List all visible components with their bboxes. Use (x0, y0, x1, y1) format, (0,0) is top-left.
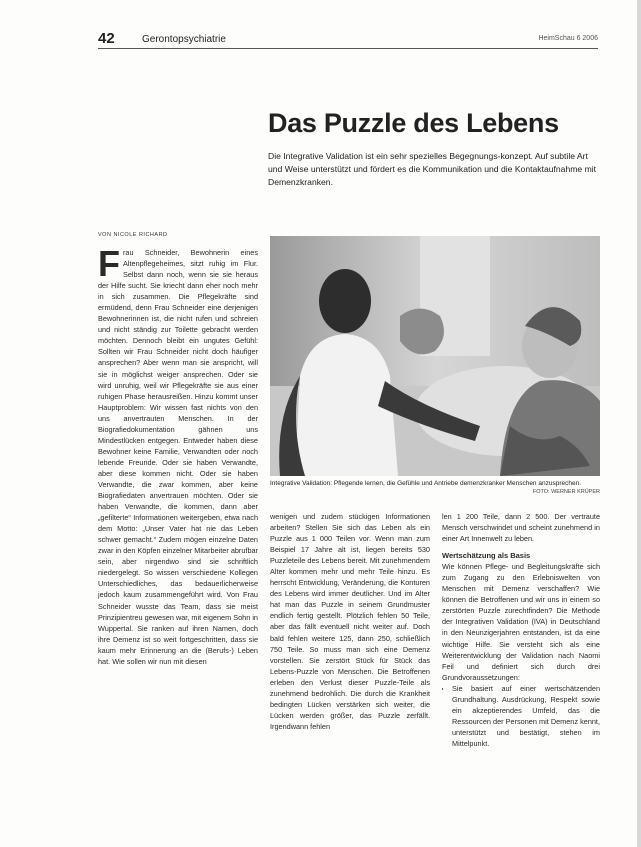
column-1-text: rau Schneider, Bewohnerin eines Altenpflegeheimes, sitzt ruhig im Flur. Selbst dann noch, wenn sie sie heraus der Hilfe sucht. Sie kriecht dann eher noch mehr in sich zusammen. Die Pflegekräfte sind ermüdend, denn Frau Schneider eine derjenigen Bewohnerinnen ist, die nicht rufen und schreien und nicht ständig zur Toilette gebracht werden möchten. Dennoch bleibt ein ungutes Gefühl: Sollten wir Frau Schneider nicht doch häufiger ansprechen? Aber wenn man sie anspricht, will sie in möglichst weiger ansprechen. Oder sie wird unruhig, weil wir Pflegekräfte sie aus einer ruhigen Phase herausreißen. Hinzu kommt unser Hauptproblem: Wir wissen fast nichts von den uns anvertrauten Menschen. In der Biografiedokumentation gähnen uns Mindestlücken entgegen. Entweder haben diese Bewohner keine Familie, Verwandten oder noch lebende Freunde. Oder sie haben Verwandte, aber diese kommen nicht. Oder sie haben Verwandte, die zwar kommen, aber keine Biografiedaten anvertrauen möchten. Oder sie haben Verwandte, die kommen, dann aber „gefilterte“ Informationen weitergeben, etwa nach dem Motto: „Unser Vater hat nie das Leben schwer gemacht.“ Zudem mögen einzelne Daten zwar in den Köpfen einzelner Mitarbeiter abrufbar sein, aber nirgendwo sind sie schriftlich niedergelegt. So wissen verschiedene Kollegen Unterschiedliches, das bedauerlicherweise jedoch kaum zusammengeführt wird. Von Frau Schneider wusste das Team, dass sie meist Prinzipientreu gewesen war, mit eigenem Sohn in Wuppertal. Sie ranken auf ihren Namen, doch ihre Demenz ist so weit fortgeschritten, dass sie kaum mehr Erinnerung an die (Berufs-) Leben hat. Wie sollen wir nun mit diesen (98, 248, 258, 666)
bullet-list (442, 683, 600, 749)
column-3-text-2: Wie können Pflege- und Begleitungskräfte sich zum Zugang zu den Erlebniswelten von Menschen mit Demenz verschaffen? Wie können die Betroffenen und wir uns in einem so zerstörten Puzzle zurechtfinden? Die Methode der Integrativen Validation (IVA) in Deutschland in den Neunzigerjahren entstanden, ist da eine wichtige Hilfe. Sie versteht sich als eine Weiterentwicklung der Validation nach Naomi Feil und definiert sich durch drei Grundvoraussetzungen: (442, 562, 600, 682)
column-3-text: len 1 200 Teile, dann 2 500. Der vertraute Mensch verschwindet und scheint zunehmend in einer Art Innenwelt zu leben. (442, 512, 600, 544)
photo-credit: FOTO: WERNER KRÜPER (532, 489, 600, 495)
text-column-1 (98, 247, 258, 825)
column-2-text: wenigen und zudem stückigen Informationen arbeiten? Stellen Sie sich das Leben als ein Puzzle aus 1 000 Teilen vor. Wenn man zum Beispiel 17 Jahre alt ist, liegen bereits 530 Puzzleteile des Lebens bereit. Mit zunehmendem Alter kommen mehr und mehr Teile hinzu. Es herrscht Entwicklung, Veränderung, die Konturen des Lebens wird immer deutlicher. Und im Alter hat man das Puzzle in seinem Grundmuster endlich fertig gestellt. Plötzlich fehlen 50 Teile, aber das fällt eventuell nicht weiter auf. Doch bald fehlen weitere 125, dann 250, schließlich 750 Teile. So muss man sich eine Demenz vorstellen. Sie zerstört Stück für Stück das Lebens-Puzzle von Menschen. Die Betroffenen erleben den Verlust dieser Puzzle-Teile als zunehmend bedrohlich. Die durch die Krankheit bedingten Lücken verstärken sich weiter, die Lücken werden größer, das Puzzle zerfällt. Irgendwann fehlen (270, 512, 430, 731)
photo-caption (270, 479, 600, 497)
header-rule (98, 48, 598, 49)
photo-nurse-and-resident (270, 236, 600, 476)
paragraph (98, 247, 258, 667)
issue-label: HeimSchau 6 2006 (538, 35, 598, 42)
article-lead: Die Integrative Validation ist ein sehr spezielles Begegnungs-konzept. Auf subtile Art und Weise unterstützt und fördert es die Kommunikation und die Kontaktaufnahme mit Demenzkranken. (268, 151, 597, 187)
caption-text: Integrative Validation: Pflegende lernen, die Gefühle und Antriebe demenzkranker Menschen anzusprechen. (270, 480, 581, 487)
list-item: • Sie basiert auf einer wertschätzenden Grundhaltung. Ausdrückung, Respekt sowie ein akzeptierendes Umfeld, das die Ressourcen der Personen mit Demenz kennt, unterstützt und bestätigt, stehen im Mittelpunkt. (452, 683, 600, 749)
subheading: Wertschätzung als Basis (442, 551, 531, 561)
drop-cap: F (98, 247, 120, 284)
text-column-3 (442, 511, 600, 825)
page-number: 42 (98, 30, 115, 47)
section-name: Gerontopsychiatrie (142, 34, 226, 45)
page-header (98, 32, 598, 52)
text-column-2 (270, 511, 430, 825)
scan-edge (637, 0, 641, 847)
byline: VON NICOLE RICHARD (98, 232, 168, 238)
article-photo (270, 236, 600, 476)
article-title: Das Puzzle des Lebens (268, 108, 559, 138)
